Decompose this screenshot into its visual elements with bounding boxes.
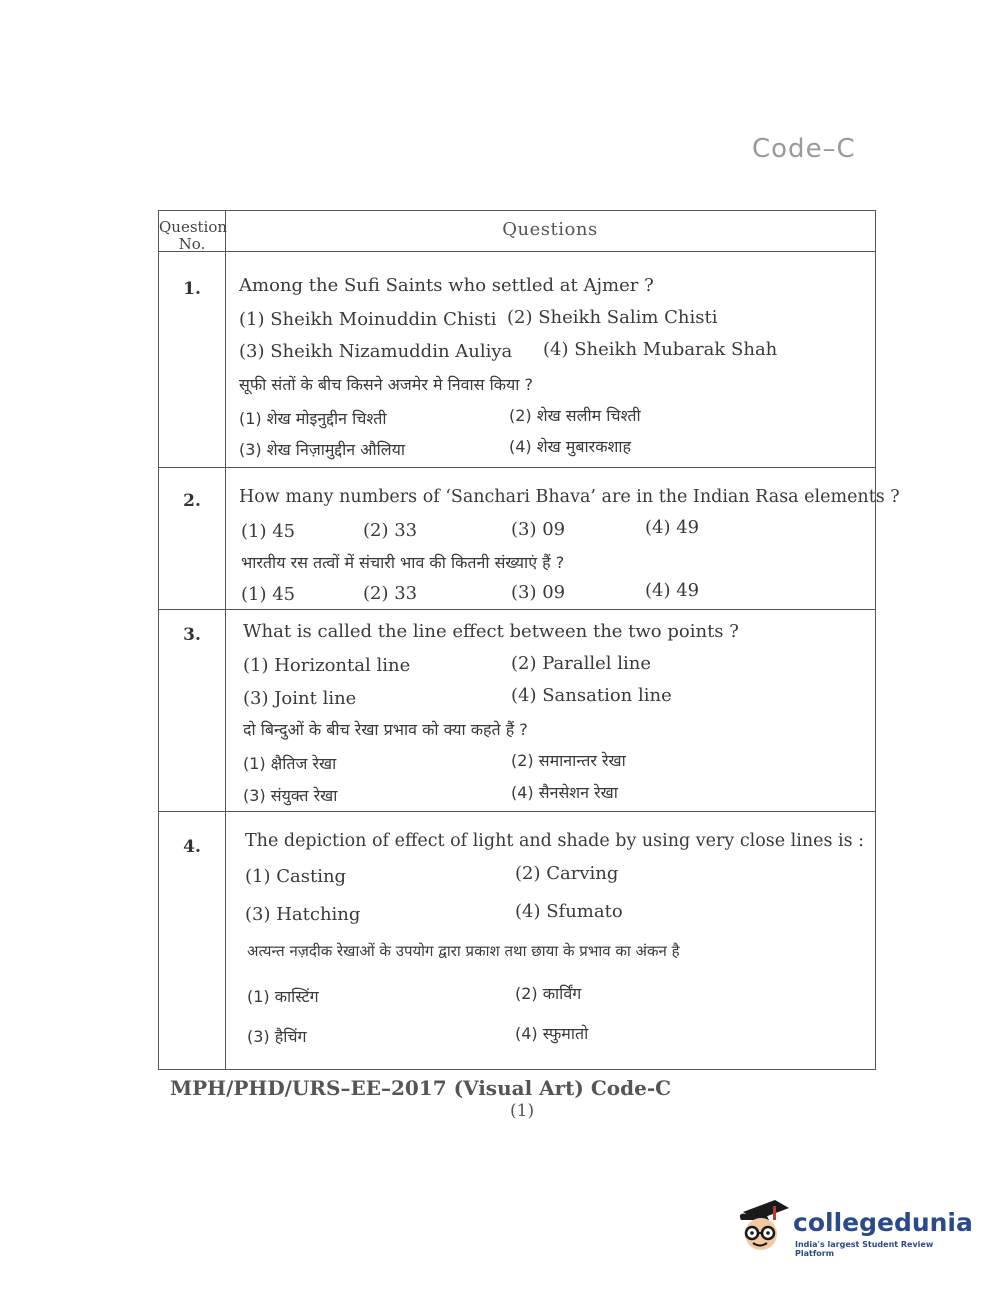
- question-text-en: The depiction of effect of light and shade by using very close lines is :: [245, 831, 865, 851]
- option: (4) सैनसेशन रेखा: [511, 783, 618, 802]
- option: (3) शेख निज़ामुद्दीन औलिया: [239, 440, 406, 459]
- collegedunia-logo: [735, 1196, 973, 1266]
- row-divider: [159, 609, 875, 610]
- option: (1) Horizontal line: [243, 655, 411, 676]
- option: (2) 33: [363, 583, 418, 604]
- option: (2) समानान्तर रेखा: [511, 751, 626, 770]
- option: (1) क्षैतिज रेखा: [243, 754, 337, 773]
- option: (4) Sfumato: [515, 901, 623, 922]
- option: (4) Sansation line: [511, 685, 672, 706]
- option: (1) Casting: [245, 866, 347, 887]
- option: (4) Sheikh Mubarak Shah: [543, 339, 778, 360]
- option: (3) Sheikh Nizamuddin Auliya: [239, 341, 513, 362]
- question-text-hi: भारतीय रस तत्वों में संचारी भाव की कितनी संख्याएं हैं ?: [241, 553, 565, 572]
- code-label: Code–C: [752, 134, 856, 164]
- option: (1) Sheikh Moinuddin Chisti: [239, 309, 497, 330]
- option: (2) कार्विंग: [515, 984, 582, 1003]
- question-text-hi: सूफी संतों के बीच किसने अजमेर मे निवास किया ?: [239, 375, 534, 394]
- option: (3) 09: [511, 582, 566, 603]
- option: (2) Sheikh Salim Chisti: [507, 307, 718, 328]
- option: (3) Hatching: [245, 904, 361, 925]
- question-text-hi: दो बिन्दुओं के बीच रेखा प्रभाव को क्या कहते हैं ?: [243, 720, 528, 739]
- question-number: 2.: [183, 491, 201, 511]
- logo-tagline: India's largest Student Review Platform: [795, 1240, 934, 1258]
- question-table: [158, 210, 900, 1070]
- question-text-en: Among the Sufi Saints who settled at Ajmer ?: [239, 275, 654, 296]
- option: (3) हैचिंग: [247, 1027, 307, 1046]
- row-divider: [159, 467, 875, 468]
- page-number: (1): [510, 1101, 535, 1121]
- column-header-number: Question No.: [159, 218, 228, 253]
- question-number: 3.: [183, 625, 201, 645]
- column-divider: [225, 211, 226, 1069]
- question-text-en: How many numbers of ‘Sanchari Bhava’ are in the Indian Rasa elements ?: [239, 487, 900, 507]
- question-number: 1.: [183, 279, 201, 299]
- option: (4) 49: [645, 580, 700, 601]
- mascot-icon: [735, 1198, 791, 1260]
- option: (1) शेख मोइनुद्दीन चिश्ती: [239, 409, 387, 428]
- option: (2) शेख सलीम चिश्ती: [509, 406, 641, 425]
- option: (2) Parallel line: [511, 653, 651, 674]
- header-divider: [159, 251, 875, 252]
- question-text-en: What is called the line effect between the two points ?: [243, 621, 739, 642]
- option: (3) Joint line: [243, 688, 357, 709]
- question-number: 4.: [183, 837, 201, 857]
- option: (1) कास्टिंग: [247, 987, 319, 1006]
- question-text-hi: अत्यन्त नज़दीक रेखाओं के उपयोग द्वारा प्रकाश तथा छाया के प्रभाव का अंकन है: [247, 942, 680, 960]
- logo-wordmark: collegedunia: [793, 1208, 973, 1237]
- option: (2) Carving: [515, 863, 619, 884]
- option: (3) संयुक्त रेखा: [243, 786, 338, 805]
- row-divider: [159, 811, 875, 812]
- column-header-questions: Questions: [502, 219, 598, 240]
- option: (4) स्फुमातो: [515, 1024, 589, 1043]
- option: (2) 33: [363, 520, 418, 541]
- option: (4) शेख मुबारकशाह: [509, 437, 632, 456]
- option: (1) 45: [241, 584, 296, 605]
- footer-code: MPH/PHD/URS–EE–2017 (Visual Art) Code-C: [170, 1076, 672, 1100]
- option: (4) 49: [645, 517, 700, 538]
- option: (3) 09: [511, 519, 566, 540]
- option: (1) 45: [241, 521, 296, 542]
